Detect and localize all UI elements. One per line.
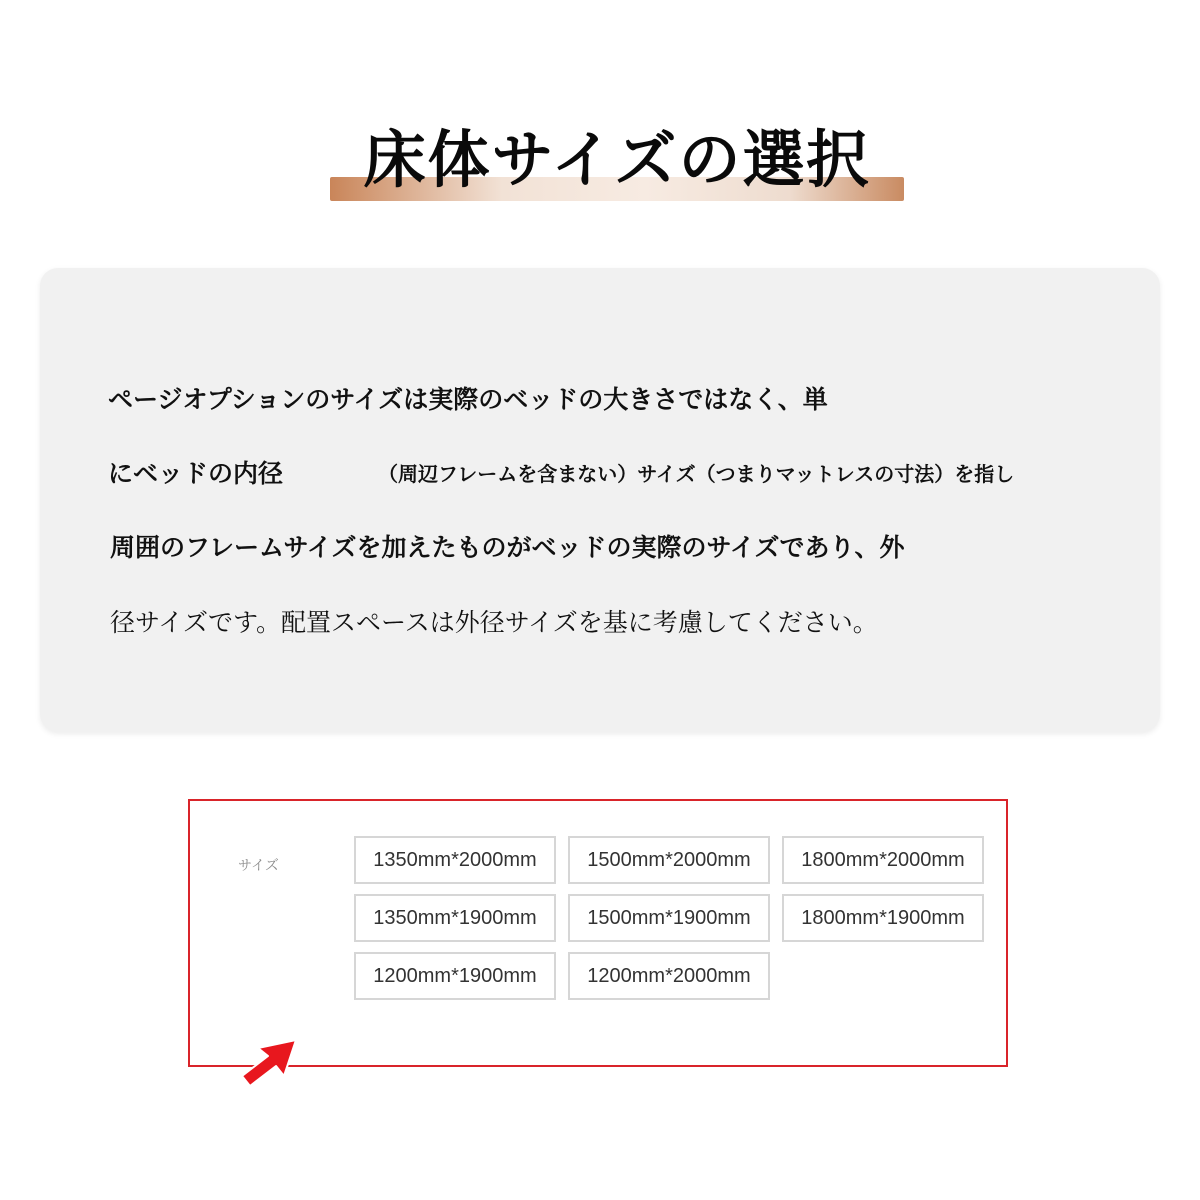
info-line-4: 径サイズです。配置スペースは外径サイズを基に考慮してください。 bbox=[110, 608, 878, 637]
red-arrow-icon bbox=[238, 1036, 302, 1088]
size-option[interactable]: 1350mm*2000mm bbox=[354, 836, 556, 884]
size-label: サイズ bbox=[238, 858, 279, 874]
size-option[interactable]: 1350mm*1900mm bbox=[354, 894, 556, 942]
info-line-2b: （周辺フレームを含まない）サイズ（つまりマットレスの寸法）を指し bbox=[378, 462, 1015, 486]
size-option[interactable]: 1500mm*2000mm bbox=[568, 836, 770, 884]
size-option[interactable]: 1500mm*1900mm bbox=[568, 894, 770, 942]
size-option[interactable]: 1800mm*1900mm bbox=[782, 894, 984, 942]
info-line-3: 周囲のフレームサイズを加えたものがベッドの実際のサイズであり、外 bbox=[110, 533, 905, 562]
size-option[interactable]: 1800mm*2000mm bbox=[782, 836, 984, 884]
page-title: 床体サイズの選択 bbox=[363, 123, 871, 196]
size-option[interactable]: 1200mm*1900mm bbox=[354, 952, 556, 1000]
size-selector-highlight bbox=[188, 799, 1008, 1067]
size-option[interactable]: 1200mm*2000mm bbox=[568, 952, 770, 1000]
info-line-2a: にベッドの内径 bbox=[108, 459, 284, 488]
size-options-grid bbox=[354, 836, 994, 1000]
info-line-1: ページオプションのサイズは実際のベッドの大きさではなく、単 bbox=[108, 385, 828, 414]
page-title-block bbox=[330, 115, 904, 205]
size-info-card bbox=[40, 268, 1160, 732]
